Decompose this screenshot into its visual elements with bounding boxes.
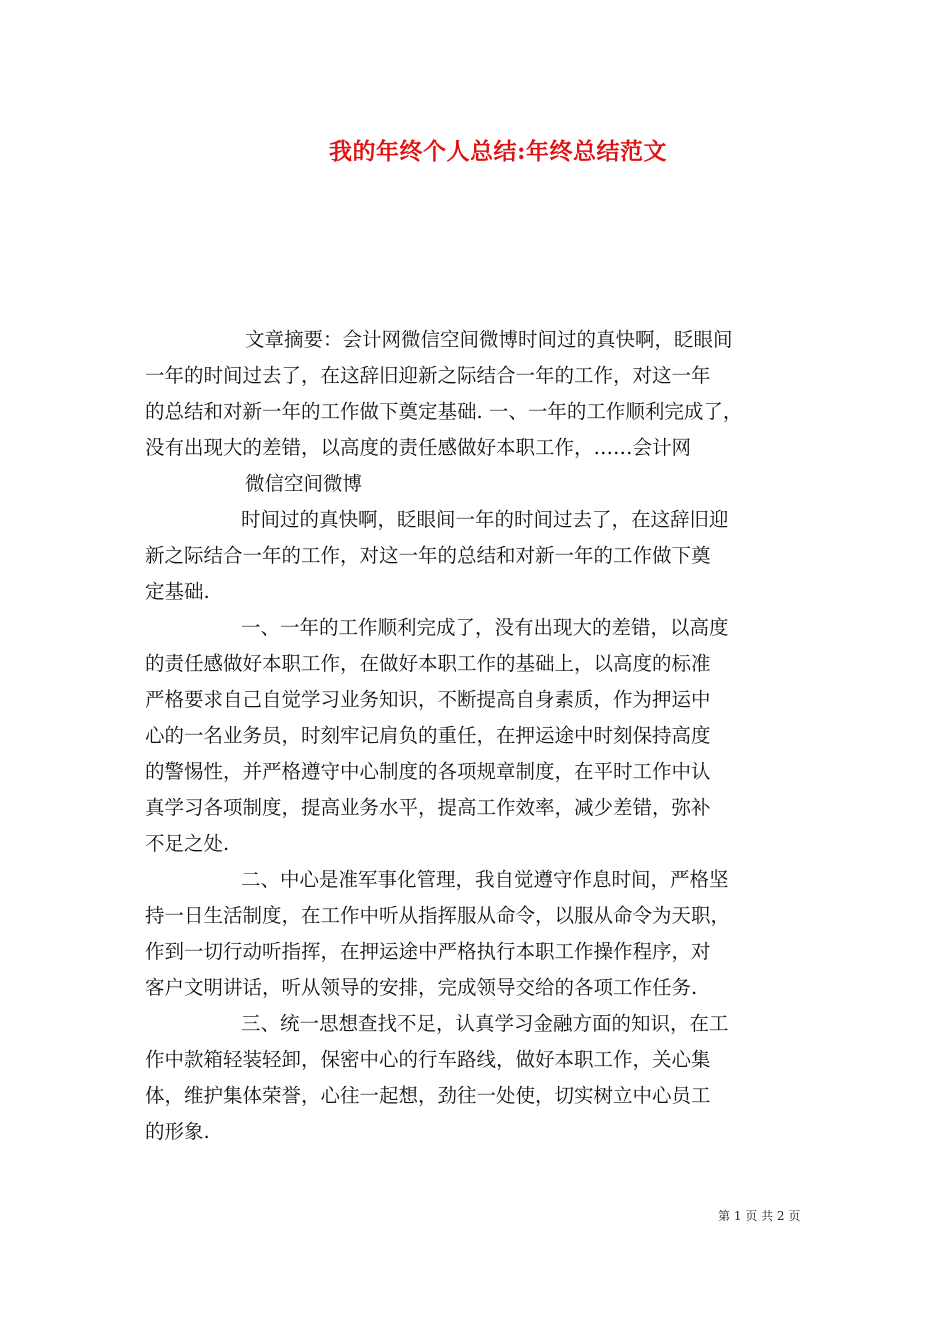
paragraph-2-line-1: 一、一年的工作顺利完成了，没有出现大的差错，以高度 xyxy=(241,616,729,639)
paragraph-3-line-2: 持一日生活制度，在工作中听从指挥服从命令，以服从命令为天职， xyxy=(145,904,731,927)
paragraph-2-line-4: 心的一名业务员，时刻牢记肩负的重任，在押运途中时刻保持高度 xyxy=(145,724,711,747)
abstract-line-4: 没有出现大的差错，以高度的责任感做好本职工作，……会计网 xyxy=(145,436,692,459)
subheading-line: 微信空间微博 xyxy=(245,472,363,495)
paragraph-2-line-2: 的责任感做好本职工作，在做好本职工作的基础上，以高度的标准 xyxy=(145,652,711,675)
paragraph-4-line-2: 作中款箱轻装轻卸，保密中心的行车路线，做好本职工作，关心集 xyxy=(145,1048,711,1071)
paragraph-2-line-6: 真学习各项制度，提高业务水平，提高工作效率，减少差错，弥补 xyxy=(145,796,711,819)
paragraph-2-line-3: 严格要求自己自觉学习业务知识，不断提高自身素质，作为押运中 xyxy=(145,688,711,711)
paragraph-3-line-4: 客户文明讲话，听从领导的安排，完成领导交给的各项工作任务. xyxy=(145,976,698,999)
paragraph-3-line-3: 作到一切行动听指挥，在押运途中严格执行本职工作操作程序，对 xyxy=(145,940,711,963)
paragraph-1-line-1: 时间过的真快啊，眨眼间一年的时间过去了，在这辞旧迎 xyxy=(241,508,729,531)
document-body xyxy=(145,322,809,1150)
paragraph-4-line-3: 体，维护集体荣誉，心往一起想，劲往一处使，切实树立中心员工 xyxy=(145,1084,711,1107)
paragraph-3-line-1: 二、中心是准军事化管理，我自觉遵守作息时间，严格坚 xyxy=(241,868,729,891)
document-title: 我的年终个人总结:年终总结范文 xyxy=(329,138,667,165)
paragraph-4-line-1: 三、统一思想查找不足，认真学习金融方面的知识，在工 xyxy=(241,1012,729,1035)
paragraph-1-line-2: 新之际结合一年的工作，对这一年的总结和对新一年的工作做下奠 xyxy=(145,544,711,567)
paragraph-1-line-3: 定基础. xyxy=(145,580,210,603)
paragraph-4-line-4: 的形象. xyxy=(145,1120,210,1143)
abstract-line-3: 的总结和对新一年的工作做下奠定基础. 一、一年的工作顺利完成了， xyxy=(145,400,743,423)
abstract-line-1: 文章摘要：会计网微信空间微博时间过的真快啊，眨眼间 xyxy=(245,328,733,351)
abstract-line-2: 一年的时间过去了，在这辞旧迎新之际结合一年的工作，对这一年 xyxy=(145,364,711,387)
paragraph-2-line-5: 的警惕性，并严格遵守中心制度的各项规章制度，在平时工作中认 xyxy=(145,760,711,783)
paragraph-2-line-7: 不足之处. xyxy=(145,832,230,855)
page-number-footer: 第 1 页 共 2 页 xyxy=(718,1209,801,1223)
